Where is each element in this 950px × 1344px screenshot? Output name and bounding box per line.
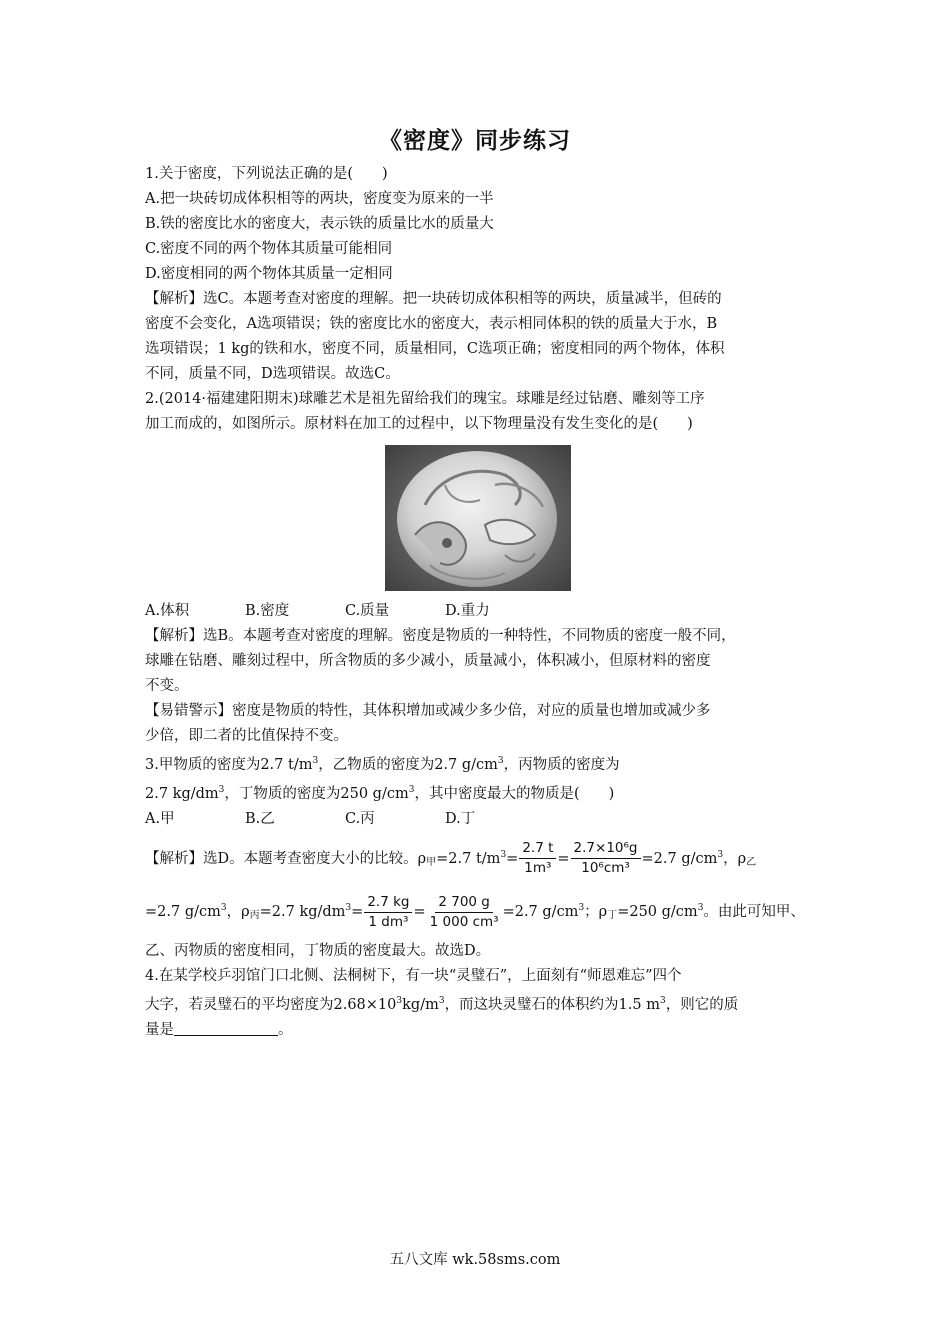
carved-ball-photo: [385, 445, 571, 591]
q2-warning-line: 少倍，即二者的比值保持不变。: [145, 728, 348, 744]
q1-option-c: C.密度不同的两个物体其质量可能相同: [145, 241, 393, 257]
answer-blank[interactable]: [174, 1021, 278, 1036]
q3-options: [145, 807, 810, 832]
q1-analysis-line: 选项错误；1 kg的铁和水，密度不同，质量相同，C选项正确；密度相同的两个物体，体积: [145, 341, 725, 357]
q1-analysis-line: 密度不会变化，A选项错误；铁的密度比水的密度大，表示相同体积的铁的质量大于水，B: [145, 316, 718, 332]
q2-option-c: C.质量: [345, 603, 390, 619]
q1-analysis-line: 【解析】选C。本题考查对密度的理解。把一块砖切成体积相等的两块，质量减半，但砖的: [145, 291, 722, 307]
fraction: $\frac{2 700 g}{\text{1 000 cm³}}$: [429, 893, 499, 930]
q2-stem-line: 加工而成的，如图所示。原材料在加工的过程中，以下物理量没有发生变化的是( ): [145, 416, 693, 432]
q1-option-b: B.铁的密度比水的密度大，表示铁的质量比水的质量大: [145, 216, 494, 232]
q3-stem-line: 3.甲物质的密度为2.7 $t/m^3$，乙物质的密度为2.7 $g/cm^3$，丙物质的密度为: [145, 756, 620, 773]
q2-analysis-line: 球雕在钻磨、雕刻过程中，所含物质的多少减小，质量减小，体积减小，但原材料的密度: [145, 653, 711, 669]
q2-analysis-line: 不变。: [145, 678, 189, 694]
q4-stem-line: 4.在某学校乒羽馆门口北侧、法桐树下，有一块“灵璧石”，上面刻有“师恩难忘”四个: [145, 968, 682, 985]
q1-option-a: A.把一块砖切成体积相等的两块，密度变为原来的一半: [145, 191, 494, 207]
fraction: $\frac{2.7 t}{\text{1m³}}$: [519, 839, 556, 878]
q3-option-d: D.丁: [445, 810, 476, 827]
q3-stem-line: 2.7 $kg/dm^3$，丁物质的密度为250 $g/cm^3$，其中密度最大的物质是( ): [145, 784, 615, 802]
q1-option-d: D.密度相同的两个物体其质量一定相同: [145, 266, 393, 282]
q3-analysis-line: 乙、丙物质的密度相同，丁物质的密度最大。故选D。: [145, 943, 491, 960]
q2-analysis-line: 【解析】选B。本题考查对密度的理解。密度是物质的一种特性，不同物质的密度一般不同，: [145, 628, 736, 644]
q3-analysis-line: =2.7 $g/cm^3$，$\rho_丙=2.7$ $kg/dm^3=$ $\frac{2.7 kg}{\text{1 dm³}}$ = $\frac{2 700 g}{\text{1 000 cm³}}$ =2.7 $g/cm^3$；$\rho_丁=250$ $g/cm^3$。由此可知甲、: [145, 893, 805, 930]
q4-stem-line: 大字，若灵璧石的平均密度为$2.68\times 10^3kg/m^3$，而这块灵璧石的体积约为1.5 $m^3$，则它的质: [145, 996, 739, 1014]
q3-analysis-line: 【解析】选D。本题考查密度大小的比较。$\rho_甲=2.7$ $t/m^3=$ $\frac{2.7 t}{\text{1m³}}$ = $\frac{\text{2.7×10⁶g}}{\text{10⁶cm³}}$ =2.7 $g/cm^3$，$\rho_乙$: [145, 839, 757, 876]
page-title: 《密度》同步练习: [379, 128, 571, 154]
q3-option-a: A.甲: [145, 810, 175, 827]
q3-option-b: B.乙: [245, 810, 275, 827]
q2-warning-line: 【易错警示】密度是物质的特性，其体积增加或减少多少倍，对应的质量也增加或减少多: [145, 703, 711, 719]
q1-analysis-line: 不同，质量不同，D选项错误。故选C。: [145, 366, 400, 382]
q2-option-a: A.体积: [145, 603, 190, 619]
q4-stem-line: 量是 。: [145, 1022, 293, 1039]
q1-stem: 1.关于密度，下列说法正确的是( ): [145, 166, 388, 182]
q2-option-b: B.密度: [245, 603, 290, 619]
q3-option-c: C.丙: [345, 810, 375, 827]
document-body: [145, 162, 810, 1043]
fraction: $\frac{\text{2.7×10⁶g}}{\text{10⁶cm³}}$: [571, 839, 641, 878]
q2-option-d: D.重力: [445, 603, 490, 619]
footer-watermark: 五八文库 wk.58sms.com: [389, 1252, 561, 1268]
fraction: $\frac{2.7 kg}{\text{1 dm³}}$: [364, 893, 412, 932]
q2-options: [145, 599, 810, 624]
q2-stem-line: 2.(2014·福建建阳期末)球雕艺术是祖先留给我们的瑰宝。球雕是经过钻磨、雕刻等工序: [145, 391, 705, 407]
